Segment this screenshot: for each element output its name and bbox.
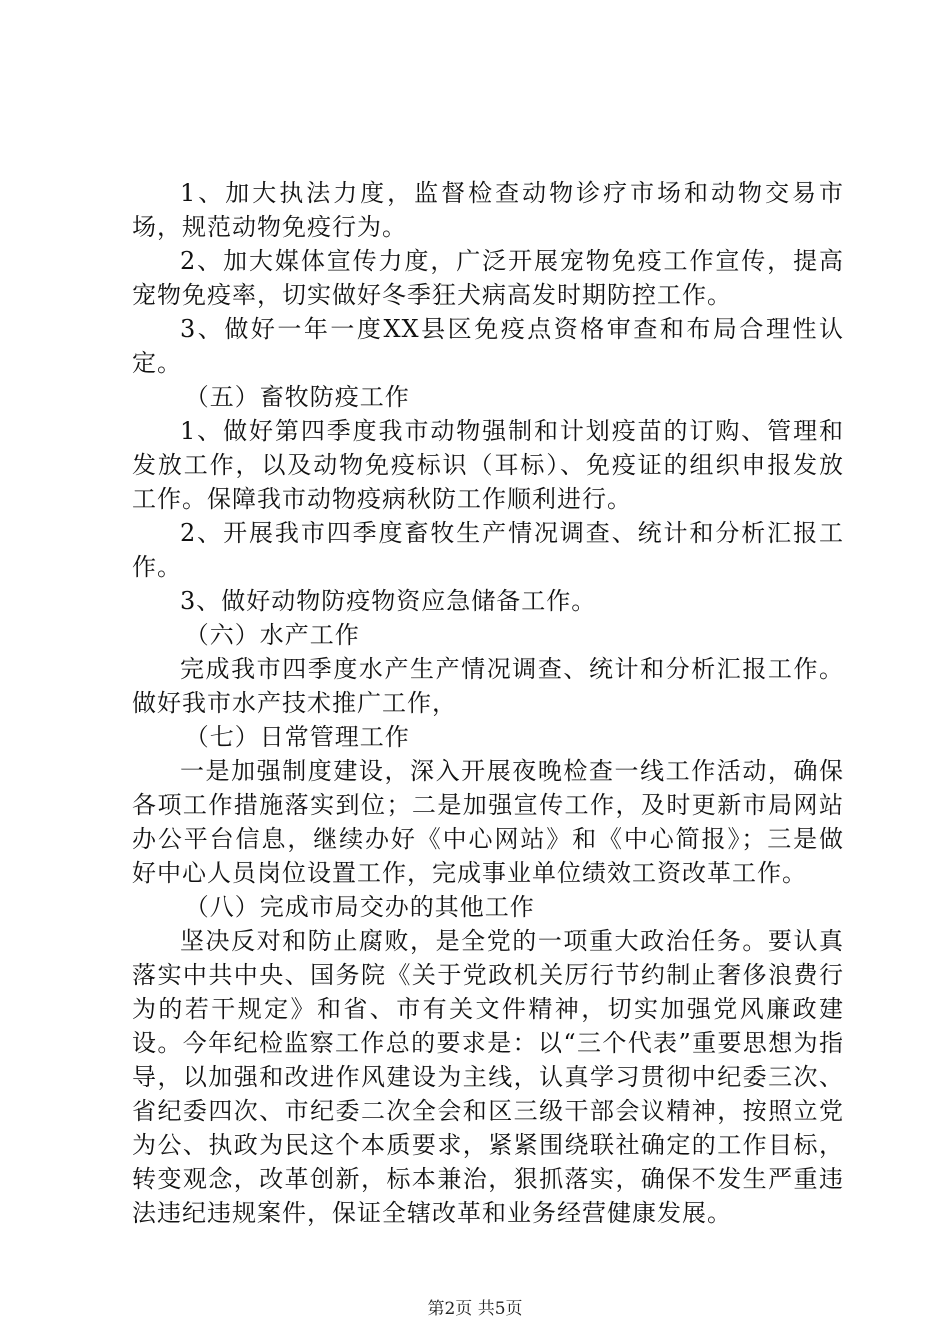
section-heading-6: （六）水产工作 [184,621,360,649]
section-heading-7: （七）日常管理工作 [184,723,410,751]
paragraph-livestock-1: 1、做好第四季度我市动物强制和计划疫苗的订购、管理和发放工作，以及动物免疫标识（耳标）、免疫证的组织申报发放工作。保障我市动物疫病秋防工作顺利进行。 [132,417,844,513]
paragraph-item-1: 1、加大执法力度，监督检查动物诊疗市场和动物交易市场，规范动物免疫行为。 [132,179,844,241]
paragraph-livestock-2: 2、开展我市四季度畜牧生产情况调查、统计和分析汇报工作。 [132,519,844,581]
paragraph-item-3: 3、做好一年一度XX县区免疫点资格审查和布局合理性认定。 [132,315,844,377]
paragraph-item-2: 2、加大媒体宣传力度，广泛开展宠物免疫工作宣传，提高宠物免疫率，切实做好冬季狂犬病高发时期防控工作。 [132,247,844,309]
paragraph-aquatic: 完成我市四季度水产生产情况调查、统计和分析汇报工作。做好我市水产技术推广工作， [132,655,844,717]
paragraph-livestock-3: 3、做好动物防疫物资应急储备工作。 [180,587,597,615]
document-body [132,176,844,1230]
section-heading-8: （八）完成市局交办的其他工作 [184,893,535,921]
section-heading-5: （五）畜牧防疫工作 [184,383,410,411]
paragraph-anti-corruption: 坚决反对和防止腐败，是全党的一项重大政治任务。要认真落实中共中央、国务院《关于党政机关厉行节约制止奢侈浪费行为的若干规定》和省、市有关文件精神，切实加强党风廉政建设。今年纪检监察工作总的要求是：以“三个代表”重要思想为指导，以加强和改进作风建设为主线，认真学习贯彻中纪委三次、省纪委四次、市纪委二次全会和区三级干部会议精神，按照立党为公、执政为民这个本质要求，紧紧围绕联社确定的工作目标，转变观念，改革创新，标本兼治，狠抓落实，确保不发生严重违法违纪违规案件，保证全辖改革和业务经营健康发展。 [132,927,844,1227]
paragraph-daily-management: 一是加强制度建设，深入开展夜晚检查一线工作活动，确保各项工作措施落实到位；二是加强宣传工作，及时更新市局网站办公平台信息，继续办好《中心网站》和《中心简报》；三是做好中心人员岗位设置工作，完成事业单位绩效工资改革工作。 [132,757,844,887]
page-footer: 第2页 共5页 [427,1299,523,1319]
